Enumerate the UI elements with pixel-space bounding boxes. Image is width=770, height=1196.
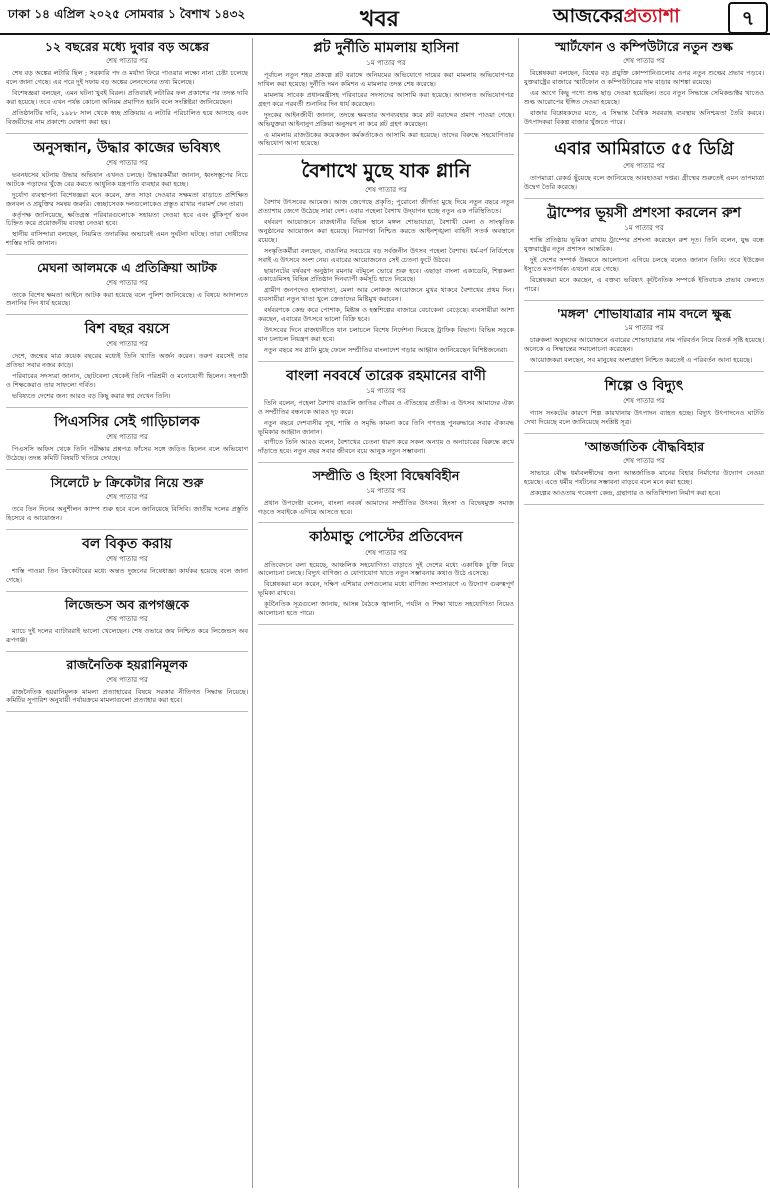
story-body [524,409,764,427]
byline: ১ম পাতার পর [624,324,664,333]
paragraph: প্রকল্পের আওতায় গবেষণা কেন্দ্র, গ্রন্থাগার ও অতিথিশালা নির্মাণ করা হবে। [530,488,721,497]
story-body [6,567,248,585]
paragraph: ছায়ানটের বর্ষবরণ অনুষ্ঠান রমনার বটমূলে ভোরে শুরু হবে। এছাড়া বাংলা একাডেমি, শিল্পকলা একাডেমিসহ বিভিন্ন প্রতিষ্ঠান দিনব্যাপী কর্মসূচি হাতে নিয়েছে। [258,266,514,284]
paragraph: শাস্তি পাওয়া তিন ক্রিকেটারের মধ্যে অন্তত দুজনের নিষেধাজ্ঞা কার্যকর হয়েছে বলে জানা গেছে। [6,567,248,585]
paragraph: কূটনৈতিক সূত্রগুলো জানায়, আসন্ন বৈঠকে জ্বালানি, পর্যটন ও শিক্ষা খাতে সহযোগিতা নিয়েও আলোচনা হতে পারে। [258,600,514,618]
story-t3 [258,469,514,523]
paragraph: বিশ্লেষকরা বলছেন, বিশ্বের বড় প্রযুক্তি কোম্পানিগুলোর ওপর নতুন শুল্কের প্রভাব পড়বে। যুক্তরাষ্ট্রের বাজারে স্মার্টফোন ও কম্পিউটারের দাম বাড়ার আশঙ্কা রয়েছে। [524,69,764,87]
story-body [6,505,248,523]
paragraph: বিশেষজ্ঞরা বলছেন, এমন ঘটনা খুবই বিরল। প্রতিবারই লটারির ফল প্রকাশের পর তদন্ত দাবি করা হয়েছে। তবে এখন পর্যন্ত কোনো অনিয়ম প্রমাণিত হয়নি বলে সংশ্লিষ্টরা জানিয়েছেন। [6,89,248,107]
byline: শেষ পাতার পর [106,555,148,564]
paragraph: বিশ্লেষকরা মনে করেন, দক্ষিণ এশিয়ার দেশগুলোর মধ্যে বাণিজ্য সম্প্রসারণে এ উদ্যোগ গুরুত্বপূর্ণ ভূমিকা রাখবে। [258,580,514,598]
paragraph: বিশ্লেষকরা মনে করছেন, এ বক্তব্য ভবিষ্যৎ কূটনৈতিক সম্পর্কে ইতিবাচক প্রভাব ফেলতে পারে। [524,275,764,293]
story-s9 [6,658,248,712]
paragraph: শান্তি প্রতিষ্ঠায় ভূমিকা রাখায় ট্রাম্পের প্রশংসা করেছেন রুশ দূত। তিনি বলেন, যুদ্ধ বন্ধে যুক্তরাষ্ট্রের নতুন প্রশাসন আন্তরিক। [524,236,764,254]
story-u6 [524,440,764,505]
byline: শেষ পাতার পর [106,340,148,349]
paragraph: পরিবারের সদস্যরা জানান, ছোটবেলা থেকেই তিনি পরিশ্রমী ও মনোযোগী ছিলেন। সহপাঠী ও শিক্ষকেরাও তার সাফল্যে গর্বিত। [6,372,248,390]
story-s2 [6,140,248,255]
paragraph: প্রতিষ্ঠানটির দাবি, ১৯৮৮ সাল থেকে স্বচ্ছ প্রক্রিয়ায় এ লটারি পরিচালিত হয়ে আসছে এবং বিজয়ীদের নাম প্রকাশ্যে ঘোষণা করা হয়। [6,109,248,126]
column-left [6,38,248,1188]
paragraph: পূর্বাচল নতুন শহর প্রকল্পে প্লট বরাদ্দে অনিয়মের অভিযোগে দায়ের করা মামলায় অভিযোগপত্র দাখিল করা হয়েছে। দুর্নীতি দমন কমিশন এ মামলার তদন্ত শেষ করেছে। [258,71,514,88]
byline: শেষ পাতার পর [365,548,407,557]
story-body [524,236,764,293]
headline: বল বিকৃত করায় [82,536,172,553]
headline: সম্প্রীতি ও হিংসা বিদ্বেষবিহীন [312,468,460,484]
paragraph: দুই দেশের সম্পর্ক উন্নয়নে আলোচনা এগিয়ে চলছে বলেও জানান তিনি। তবে ইউক্রেন ইস্যুতে মতপার্থক্য এখনো রয়ে গেছে। [524,256,764,273]
story-s6 [6,476,248,530]
column-middle [258,38,514,1188]
column-divider [518,38,519,1188]
paragraph: তিনি বলেন, পহেলা বৈশাখ বাঙালি জাতির গৌরব ও ঐতিহ্যের প্রতীক। এ উৎসব আমাদের ঐক্য ও সম্প্রীতির বন্ধনকে আরও দৃঢ় করে। [258,398,514,416]
paragraph: নতুন বছরে দেশবাসীর সুখ, শান্তি ও সমৃদ্ধি কামনা করে তিনি গণতন্ত্র পুনরুদ্ধারে সবার ঐক্যবদ্ধ ভূমিকার আহ্বান জানান। [258,418,514,436]
story-t4 [258,529,514,625]
byline: শেষ পাতার পর [365,186,407,195]
story-body [524,174,764,192]
story-body [258,499,514,517]
story-s4 [6,321,248,408]
column-middle-stories [258,161,514,625]
paragraph: আয়োজকরা বলছেন, সব মানুষের অংশগ্রহণ নিশ্চিত করতেই এ পরিবর্তন আনা হয়েছে। [530,355,753,364]
story-u5 [524,378,764,434]
paragraph: গ্যাস সংকটের কারণে শিল্প কারখানায় উৎপাদন ব্যাহত হচ্ছে। বিদ্যুৎ উৎপাদনেও ঘাটতি দেখা দিয়েছে বলে জানিয়েছে সংশ্লিষ্ট সূত্র। [524,408,764,426]
paragraph: তাপমাত্রা রেকর্ড ছুঁয়েছে বলে জানিয়েছে আবহাওয়া দপ্তর। গ্রীষ্মের শুরুতেই এমন তাপমাত্রা উদ্বেগ তৈরি করেছে। [524,174,764,192]
page-number: ৭ [728,2,768,34]
headline: রাজনৈতিক হয়রানিমূলক [66,657,188,673]
story-s7 [6,536,248,592]
story-top-middle [258,40,514,155]
story-body [524,469,764,498]
column-right [524,38,764,1188]
story-body [6,445,248,463]
story-u2 [524,140,764,199]
story-s5 [6,414,248,470]
story-body [6,69,248,126]
paragraph: প্রধান উপদেষ্টা বলেন, বাংলা নববর্ষ আমাদের সম্প্রীতির উৎসব। হিংসা ও বিদ্বেষমুক্ত সমাজ গড়তে সবাইকে এগিয়ে আসতে হবে। [258,498,514,516]
byline: ১ম পাতার পর [624,224,664,233]
headline: সিলেটে ৮ ক্রিকেটার নিয়ে শুরু [50,474,204,490]
paragraph: কর্তৃপক্ষ জানিয়েছে, ক্ষতিগ্রস্ত পরিবারগুলোকে সহায়তা দেওয়া হবে এবং ঝুঁকিপূর্ণ ভবন চিহ্নিত করে প্রয়োজনীয় ব্যবস্থা নেওয়া হবে। [6,210,248,228]
paragraph: মামলায় সাবেক প্রধানমন্ত্রীসহ পরিবারের সদস্যদের আসামি করা হয়েছে। আদালত অভিযোগপত্র গ্রহণ করে পরবর্তী শুনানির দিন ধার্য করেছেন। [258,90,514,108]
story-s1 [6,40,248,134]
byline: শেষ পাতার পর [106,615,148,624]
paragraph: বর্ষবরণ আয়োজনে রাজধানীর বিভিন্ন স্থানে মঙ্গল শোভাযাত্রা, বৈশাখী মেলা ও সাংস্কৃতিক অনুষ্ঠানের আয়োজন করা হয়েছে। নিরাপত্তা নিশ্চিত করতে আইনশৃঙ্খলা বাহিনী সতর্ক অবস্থানে রয়েছে। [258,218,514,244]
paragraph: বর্ষবরণকে কেন্দ্র করে পোশাক, মিষ্টান্ন ও হস্তশিল্পের বাজারে বেচাকেনা বেড়েছে। ব্যবসায়ীরা আশা করছেন, এবারের উৎসবে ভালো বিক্রি হবে। [258,306,514,324]
story-body [6,627,248,645]
paragraph: দুদকের আইনজীবী জানান, তদন্তে ক্ষমতার অপব্যবহার করে প্লট বরাদ্দের প্রমাণ পাওয়া গেছে। অভিযুক্তরা আইনানুগ প্রক্রিয়া অনুসরণ না করে প্লট গ্রহণ করেছেন। [258,110,514,128]
masthead [0,0,770,34]
paragraph: চারুকলা অনুষদের আয়োজনে এবারের শোভাযাত্রার নাম পরিবর্তন নিয়ে বিতর্ক সৃষ্টি হয়েছে। অনেকে এ সিদ্ধান্তের সমালোচনা করেছেন। [524,336,764,353]
paragraph: তবে তিন দিনের অনুশীলন ক্যাম্প শুরু হবে বলে জানিয়েছে বিসিবি। জাতীয় দলের প্রস্তুতি হিসেবে এ আয়োজন। [6,505,248,523]
byline: শেষ পাতার পর [623,396,665,405]
headline: লিজেন্ডস অব রূপগঞ্জকে [64,596,190,612]
paragraph: শেষ বড় অঙ্কের লটারি ছিল ; সরকারি পদ ও মর্যাদা ফিরে পাওয়ার লক্ষ্যে নানা চেষ্টা চলেছে বলে জানা গেছে। এর পরে দুই দফায় বড় অঙ্কের লেনদেনের তথ্য মিলেছে। [6,69,248,87]
paragraph: প্রতিবেদনে বলা হয়েছে, আঞ্চলিক সহযোগিতা বাড়াতে দুই দেশের মধ্যে একাধিক চুক্তি নিয়ে আলোচনা চলছে। বিদ্যুৎ বাণিজ্য ও যোগাযোগ খাতে নতুন সম্ভাবনার কথাও উঠে এসেছে। [258,560,514,578]
masthead-rule [0,33,770,35]
paragraph: বাণীতে তিনি আরও বলেন, বৈশাখের চেতনা ধারণ করে সকল অন্যায় ও অনাচারের বিরুদ্ধে রুখে দাঁড়াতে হবে। নতুন বছর সবার জীবনে বয়ে আনুক নতুন সম্ভাবনা। [258,438,514,456]
paragraph: সাভারে বৌদ্ধ ধর্মাবলম্বীদের জন্য আন্তর্জাতিক মানের বিহার নির্মাণের উদ্যোগ নেওয়া হয়েছে। এতে ধর্মীয় পর্যটনের সম্ভাবনা বাড়বে বলে মনে করা হচ্ছে। [524,469,764,486]
paragraph: ভবনধসের ঘটনায় উদ্ধার অভিযান এখনও চলছে। উদ্ধারকর্মীরা জানান, ধ্বংসস্তূপের নিচে আটকে পড়াদের খুঁজে বের করতে আধুনিক যন্ত্রপাতি ব্যবহার করা হচ্ছে। [6,170,248,188]
story-u3 [524,205,764,301]
headline: ১২ বছরের মধ্যে দুবার বড় অঙ্কের [44,39,210,54]
headline: এবার আমিরাতে ৫৫ ডিগ্রি [554,138,734,159]
byline: শেষ পাতার পর [106,278,148,287]
byline: শেষ পাতার পর [623,162,665,171]
story-body [258,71,514,148]
paragraph: বাজার বিশ্লেষকদের মতে, এ সিদ্ধান্ত বৈশ্বিক সরবরাহ ব্যবস্থায় অনিশ্চয়তা তৈরি করবে। উৎপাদকরা বিকল্প বাজার খুঁজতে পারে। [524,109,764,126]
byline: শেষ পাতার পর [106,493,148,502]
story-body [6,352,248,401]
headline: কাঠমান্ডু পোস্টের প্রতিবেদন [309,529,463,546]
paragraph: ম্যাচে দুই দলের ব্যাটাররাই ভালো খেলেছেন। শেষ ওভারে জয় নিশ্চিত করে লিজেন্ডস অব রূপগঞ্জ। [6,627,248,645]
story-body [6,291,248,309]
byline: শেষ পাতার পর [623,57,665,66]
story-s8 [6,598,248,652]
story-body [524,336,764,365]
headline: বৈশাখে মুছে যাক গ্লানি [301,160,471,183]
newspaper-logo [553,2,719,28]
headline: মেঘনা আলমকে এ প্রতিক্রিয়া আটক [37,260,217,276]
byline: ১ম পাতার পর [366,486,406,495]
byline: শেষ পাতার পর [106,57,148,66]
headline: পিএসসির সেই গাড়িচালক [54,413,200,430]
paragraph: এ মামলায় রাজউকের কয়েকজন কর্মকর্তাকেও আসামি করা হয়েছে। তাদের বিরুদ্ধে সহযোগিতার অভিযোগ আনা হয়েছে। [258,130,514,148]
paragraph: রাজনৈতিক হয়রানিমূলক মামলা প্রত্যাহারের বিষয়ে সরকার নীতিগত সিদ্ধান্ত নিয়েছে। কমিটির সুপারিশ অনুযায়ী পর্যায়ক্রমে মামলাগুলো প্রত্যাহার করা হবে। [6,687,248,705]
story-s3 [6,261,248,315]
story-body [258,198,514,355]
byline: শেষ পাতার পর [106,433,148,442]
paragraph: দুর্যোগ ব্যবস্থাপনা বিশেষজ্ঞরা মনে করেন, দ্রুত সাড়া দেওয়ার সক্ষমতা বাড়াতে প্রশিক্ষিত জনবল ও প্রযুক্তির সমন্বয় জরুরি। স্বেচ্ছাসেবক দলগুলোকেও প্রস্তুত রাখার পরামর্শ দেন তারা। [6,190,248,208]
column-divider [252,38,253,1188]
byline: শেষ পাতার পর [623,457,665,466]
byline: ১ম পাতার পর [366,386,406,395]
headline: বাংলা নববর্ষে তারেক রহমানের বাণী [286,367,486,384]
headline: বিশ বছর বয়সে [84,321,170,338]
paragraph: ভবিষ্যতে দেশের জন্য আরও বড় কিছু করার স্বপ্ন দেখেন তিনি। [12,392,171,401]
story-body [524,69,764,126]
paragraph: পিএসসি অফিস থেকে তিনি পরীক্ষার প্রশ্নপত্র ফাঁসের সঙ্গে জড়িত ছিলেন বলে অভিযোগ উঠেছে। তদন্ত কমিটি বিষয়টি খতিয়ে দেখছে। [6,445,248,462]
story-t1 [258,161,514,361]
issue-date: ঢাকা ১৪ এপ্রিল ২০২৫ সোমবার ১ বৈশাখ ১৪৩২ [8,7,246,21]
headline: ট্রাম্পের ভূয়সী প্রশংসা করলেন রুশ [547,205,741,222]
story-body [6,688,248,706]
paragraph: গ্রামীণ জনপদেও হালখাতা, মেলা আর লোকজ আয়োজনে মুখর থাকবে বৈশাখের প্রথম দিন। ব্যবসায়ীরা নতুন খাতা খুলে ক্রেতাদের মিষ্টিমুখ করাবেন। [258,286,514,304]
headline: প্লট দুর্নীতি মামলায় হাসিনা [313,40,459,56]
story-body [6,171,248,248]
paragraph: উৎসবের দিনে রাজধানীতে যান চলাচলে বিশেষ নির্দেশনা দিয়েছে ট্রাফিক বিভাগ। বিভিন্ন সড়কে যান চলাচল নিয়ন্ত্রণ করা হবে। [258,325,514,343]
story-body [258,561,514,618]
byline: শেষ পাতার পর [106,158,148,167]
paragraph: বৈশাখ উৎসবের আমেজ। আজ জেগেছে প্রকৃতি; পুরোনো জীর্ণতা মুছে দিয়ে নতুন বছরে নতুন প্রত্যাশায় জেগে উঠেছে সারা দেশ। এবার পহেলা বৈশাখ উদ্‌যাপন হচ্ছে নতুন এক পরিস্থিতিতে। [258,198,514,216]
headline: 'মঙ্গল' শোভাযাত্রার নাম বদলে ক্ষুব্ধ [556,305,732,321]
byline: ১ম পাতার পর [366,59,406,68]
headline: অনুসন্ধান, উদ্ধার কাজের ভবিষ্যৎ [33,139,221,156]
story-u1 [524,40,764,134]
headline: স্মার্টফোন ও কম্পিউটারে নতুন শুল্ক [555,39,733,54]
logo-word-2: প্রত্যাশা [623,5,680,27]
paragraph: তাকে বিশেষ ক্ষমতা আইনে আটক করা হয়েছে বলে পুলিশ জানিয়েছে। এ বিষয়ে আদালতে শুনানির দিন ধার্য হয়েছে। [6,290,248,308]
section-title: খবর [360,7,399,32]
story-body [258,399,514,456]
byline: শেষ পাতার পর [106,675,148,684]
story-u4 [524,307,764,372]
headline: 'আন্তর্জাতিক বৌদ্ধবিহার [583,438,705,454]
paragraph: সংস্কৃতিকর্মীরা বলছেন, বাঙালির সবচেয়ে বড় সর্বজনীন উৎসব পহেলা বৈশাখ। ধর্ম-বর্ণ নির্বিশেষে সবাই এ উৎসবে অংশ নেয়। এবারের আয়োজনেও সেই চেতনা ফুটে উঠবে। [258,246,514,264]
paragraph: স্থানীয় বাসিন্দারা বলছেন, নিয়মিত তদারকির অভাবেই এমন দুর্ঘটনা ঘটছে। তারা দোষীদের শাস্তির দাবি জানান। [6,230,248,248]
logo-word-1: আজকের [553,5,624,27]
story-t2 [258,368,514,464]
headline: শিল্পে ও বিদ্যুৎ [604,377,684,394]
paragraph: নতুন বছরে সব গ্লানি মুছে ফেলে সম্প্রীতির বাংলাদেশ গড়ার আহ্বান জানিয়েছেন বিশিষ্টজনেরা। [264,345,508,354]
paragraph: এর আগে কিছু পণ্যে শুল্ক ছাড় দেওয়া হয়েছিল। তবে নতুন সিদ্ধান্তে সেমিকন্ডাক্টর খাতেও শুল্ক আরোপের ইঙ্গিত দেওয়া হয়েছে। [524,89,764,107]
paragraph: দেশে, জন্মের মাত্র কয়েক বছরের মধ্যেই তিনি খ্যাতি অর্জন করেন। তরুণ বয়সেই তার প্রতিভা সবার নজর কাড়ে। [6,352,248,370]
